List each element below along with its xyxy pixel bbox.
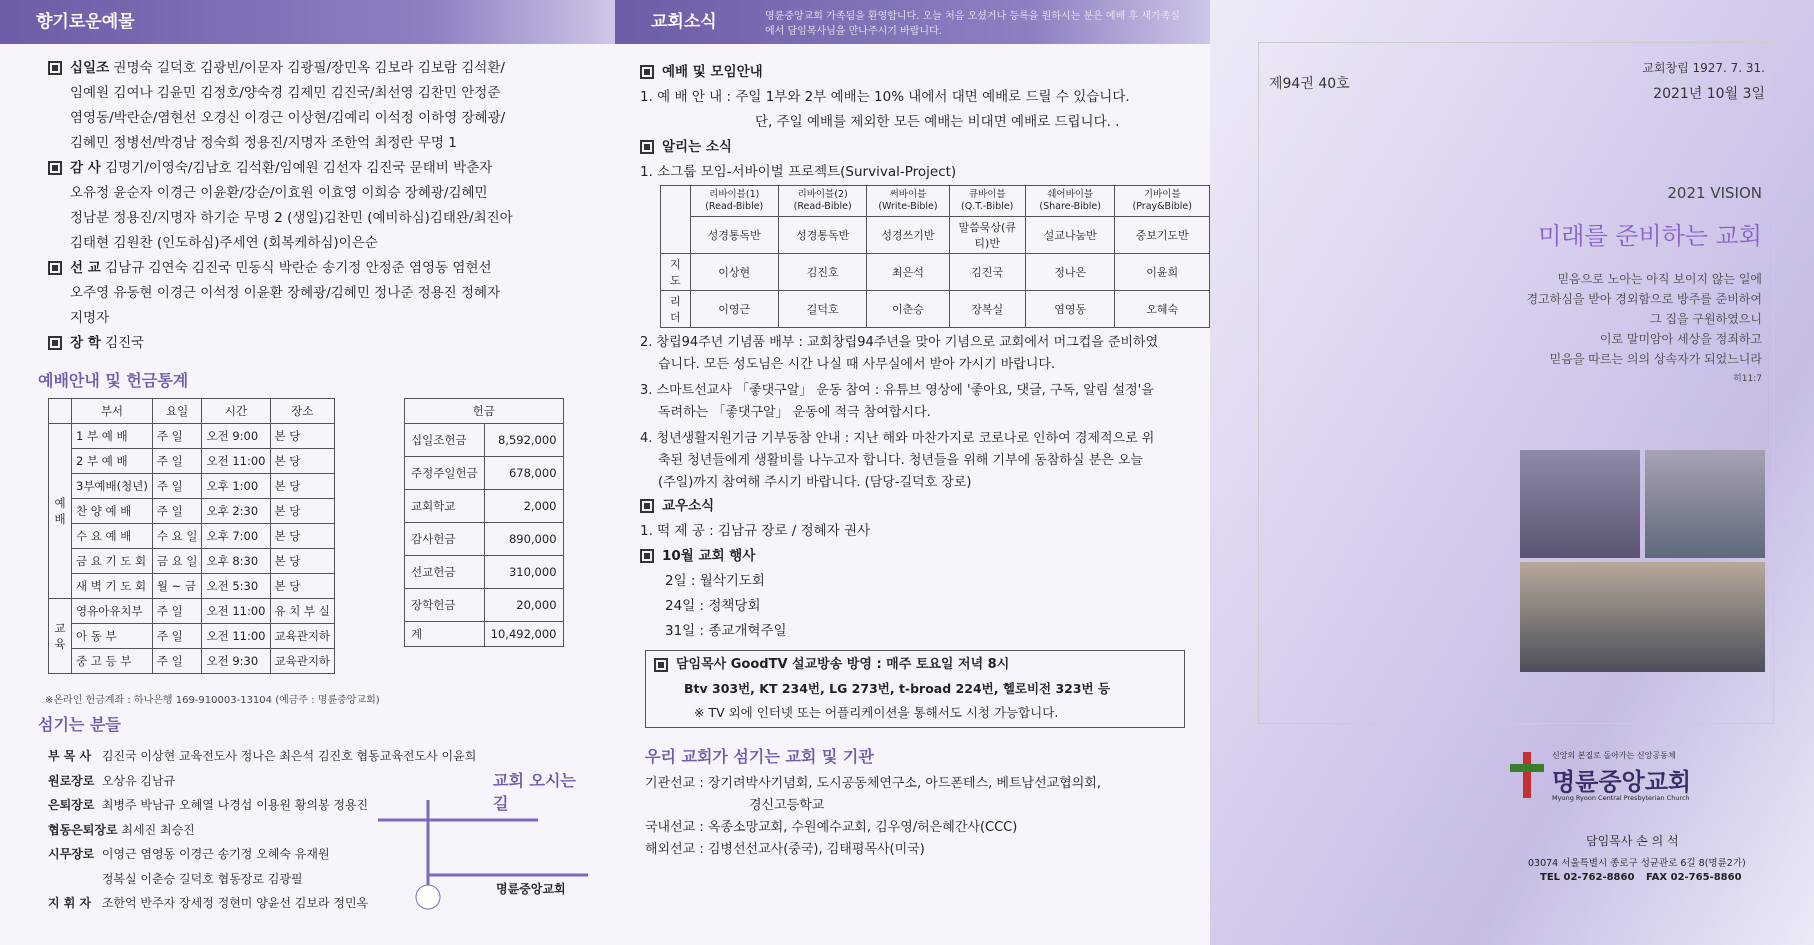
- names: 정남분 정용진/지명자 하기순 무명 2 (생일)김찬민 (예비하심)김태완/최진아: [70, 210, 513, 226]
- offering-amount: 678,000: [484, 457, 563, 490]
- table-cell: 길덕호: [778, 291, 866, 328]
- table-row: [49, 524, 335, 549]
- staff-names: 최병주 박남규 오혜열 나경섭 이용원 황의봉 정용진: [101, 798, 369, 812]
- table-row: [405, 523, 564, 556]
- table-cell: 정나은: [1025, 254, 1115, 291]
- staff-row: [48, 744, 476, 769]
- table-cell: 오후 1:00: [202, 474, 270, 499]
- support-item: 경신고등학교: [749, 798, 825, 813]
- table-cell: 유 치 부 실: [270, 599, 335, 624]
- table-cell: 1 부 예 배: [72, 424, 153, 449]
- support-item: 기관선교 : 장기려박사기념회, 도시공동체연구소, 아드폰테스, 베트남선교협의회,: [645, 776, 1101, 791]
- table-cell: 수 요 일: [152, 524, 202, 549]
- service-header: 시간: [202, 399, 270, 424]
- table-cell: 찬 양 예 배: [72, 499, 153, 524]
- project-name: 설교나눔반: [1025, 217, 1115, 254]
- notice-item: 3. 스마트선교사 「좋댓구알」 운동 참여 : 유튜브 영상에 '좋아요, 댓글, 구독, 알림 설정'을 독려하는 「좋댓구알」 운동에 적극 참여합시다.: [640, 383, 1154, 420]
- tel: TEL 02-762-8860: [1540, 872, 1635, 883]
- project-col: 리바이블(2) (Read-Bible): [778, 186, 866, 217]
- names: 권명숙 길덕호 김광빈/이문자 김광필/장민옥 김보라 김보람 김석환/: [113, 60, 505, 76]
- table-cell: 오후 8:30: [202, 549, 270, 574]
- project-col: 큐바이블 (Q.T.-Bible): [949, 186, 1025, 217]
- verse-line: 그 집을 구원하였으니: [1650, 312, 1762, 326]
- pastor-name: 담임목사 손 의 석: [1586, 834, 1679, 848]
- offering-amount: 2,000: [484, 490, 563, 523]
- project-name: 중보기도반: [1115, 217, 1210, 254]
- table-cell: 교육관지하: [270, 649, 335, 674]
- event-item: 31일 : 종교개혁주일: [665, 623, 787, 639]
- table-row: [49, 649, 335, 674]
- table-row: [49, 624, 335, 649]
- table-cell: 본 당: [270, 549, 335, 574]
- vision-block: [1526, 184, 1762, 389]
- staff-role: 은퇴장로: [48, 798, 95, 812]
- section-title: 예배 및 모임안내: [640, 60, 1210, 85]
- text-line: 단, 주일 예배를 제외한 모든 예배는 비대면 예배로 드립니다. .: [755, 114, 1120, 130]
- names: 김남규 김연숙 김진국 민동식 박란순 송기정 안정준 염영동 염현선: [105, 260, 492, 276]
- offering-line: [0, 181, 615, 206]
- verse-line: 믿음을 따르는 의의 상속자가 되었느니라: [1549, 352, 1762, 366]
- table-cell: 오혜숙: [1115, 291, 1210, 328]
- offering-group: [0, 331, 615, 356]
- verse-line: 믿음으로 노아는 아직 보이지 않는 일에: [1557, 272, 1762, 286]
- offering-header: 헌금: [405, 399, 564, 424]
- project-name: 성경쓰기반: [867, 217, 949, 254]
- offerings-header: 향기로운예물: [0, 0, 615, 44]
- offering-amount: 10,492,000: [484, 622, 563, 647]
- offering-line: [0, 206, 615, 231]
- offering-name: 교회학교: [405, 490, 485, 523]
- section-title: 10월 교회 행사: [640, 544, 1210, 569]
- table-cell: 주 일: [152, 599, 202, 624]
- event-list: [615, 569, 1210, 644]
- photo-congregation: [1645, 450, 1765, 558]
- bullet-icon: [48, 336, 62, 350]
- table-row: [405, 556, 564, 589]
- support-item: 국내선교 : 옥종소망교회, 수원예수교회, 김우영/허은혜간사(CCC): [645, 820, 1018, 835]
- offering-line: [0, 306, 615, 331]
- table-cell: 오전 11:00: [202, 624, 270, 649]
- names: 염영동/박란순/염현선 오경신 이경근 이상현/김예리 이석정 이하영 장혜광/: [70, 110, 506, 126]
- table-cell: 2 부 예 배: [72, 449, 153, 474]
- offering-name: 장학헌금: [405, 589, 485, 622]
- event-item: 2일 : 월삭기도회: [665, 573, 765, 589]
- names: 김혜민 정병선/박경남 정숙희 정용진/지명자 조한억 최정란 무명 1: [70, 135, 457, 151]
- group-label: 장 학: [70, 335, 101, 351]
- table-cell: 주 일: [152, 649, 202, 674]
- group-label: 선 교: [70, 260, 101, 276]
- table-cell: 장복실: [949, 291, 1025, 328]
- table-cell: 월 ~ 금: [152, 574, 202, 599]
- offering-line: [0, 231, 615, 256]
- table-row: [405, 424, 564, 457]
- table-cell: 본 당: [270, 574, 335, 599]
- category-cell: 교육: [49, 599, 72, 674]
- offering-amount: 310,000: [484, 556, 563, 589]
- cover-panel: [1210, 0, 1814, 945]
- project-table: [660, 185, 1210, 328]
- table-row: [49, 599, 335, 624]
- offering-line: [0, 106, 615, 131]
- offering-amount: 20,000: [484, 589, 563, 622]
- table-cell: 오후 2:30: [202, 499, 270, 524]
- notice-items: [615, 332, 1160, 494]
- table-cell: 본 당: [270, 424, 335, 449]
- table-row: [49, 499, 335, 524]
- vision-title: 미래를 준비하는 교회: [1538, 222, 1762, 250]
- staff-role: 협동은퇴장로: [48, 822, 118, 837]
- names: 오유정 윤순자 이경근 이윤환/강순/이효원 이효영 이희승 장혜광/김혜민: [70, 185, 488, 201]
- staff-names: 조한억 반주자 장세정 정현미 양윤선 김보라 정민옥: [101, 896, 369, 910]
- offering-group: [0, 56, 615, 156]
- table-cell: 교육관지하: [270, 624, 335, 649]
- event-item: 24일 : 정책당회: [665, 598, 761, 614]
- verse-line: 이로 말미암아 세상을 정죄하고: [1599, 332, 1762, 346]
- table-cell: 오전 5:30: [202, 574, 270, 599]
- names: 지명자: [70, 310, 110, 326]
- project-col: 리바이블(1) (Read-Bible): [690, 186, 778, 217]
- names: 오주영 유동현 이경근 이석정 이윤환 장혜광/김혜민 정나준 정용진 정혜자: [70, 285, 501, 301]
- notice-item: 4. 청년생활지원기금 기부동참 안내 : 지난 해와 마찬가지로 코로나로 인하여 경제적으로 위축된 청년들에게 생활비를 나누고자 합니다. 청년들을 위해 기부에 동참하실 분은 오늘(주일)까지 참여해 주시기 바랍니다. (담당-길덕호 장로): [640, 431, 1155, 490]
- offering-group: [0, 156, 615, 256]
- offering-line: [0, 331, 615, 356]
- table-row: [49, 424, 335, 449]
- goodtv-note: ※ TV 외에 인터넷 또는 어플리케이션을 통해서도 시청 가능합니다.: [694, 705, 1059, 720]
- staff-title: 섬기는 분들: [38, 715, 121, 734]
- offering-line: [0, 131, 615, 156]
- fax: FAX 02-765-8860: [1646, 872, 1742, 883]
- offering-amount: 890,000: [484, 523, 563, 556]
- table-cell: 영유아유치부: [72, 599, 153, 624]
- verse-line: 경고하심을 받아 경외함으로 방주를 준비하여: [1526, 292, 1762, 306]
- names: 임예원 김여나 김윤민 김정호/양숙경 김제민 김진국/최선영 김찬민 안정준: [70, 85, 501, 101]
- news-content: [615, 60, 1210, 861]
- table-cell: 본 당: [270, 474, 335, 499]
- project-col: 쉐어바이블 (Share-Bible): [1025, 186, 1115, 217]
- news-header: 교회소식 명륜중앙교회 가족됨을 환영합니다. 오늘 처음 오셨거나 등록을 원하시는 분은 예배 후 새가족실에서 담임목사님을 만나주시기 바랍니다.: [615, 0, 1210, 44]
- scripture-verse: [1526, 269, 1762, 389]
- project-col: 기바이블 (Pray&Bible): [1115, 186, 1210, 217]
- offering-name: 계: [405, 622, 485, 647]
- service-header: 부서: [72, 399, 153, 424]
- service-header: 요일: [152, 399, 202, 424]
- photo-group: [1520, 450, 1770, 675]
- project-name: 성경통독반: [690, 217, 778, 254]
- table-cell: 오전 9:30: [202, 649, 270, 674]
- section-title: 교우소식: [640, 494, 1210, 519]
- table-cell: 최은석: [867, 254, 949, 291]
- staff-names: 최세진 최승진: [121, 822, 195, 837]
- table-cell: 김진국: [949, 254, 1025, 291]
- church-name: 명륜중앙교회: [1552, 768, 1692, 796]
- staff-names: 정복실 이춘승 길덕호 협동장로 김광필: [101, 871, 303, 886]
- volume: 제94권 40호: [1269, 76, 1350, 92]
- support-list: [615, 773, 1210, 861]
- table-cell: 3부예배(청년): [72, 474, 153, 499]
- offering-name: 십일조헌금: [405, 424, 485, 457]
- account-note: ※온라인 헌금계좌 : 하나은행 169-910003-13104 (예금주 : 명륜중앙교회): [45, 695, 380, 706]
- staff-names: 이영근 염영동 이경근 송기정 오혜숙 유재원: [101, 847, 330, 861]
- staff-role: 지 휘 자: [48, 896, 92, 910]
- offering-name: 감사헌금: [405, 523, 485, 556]
- welcome-note: 명륜중앙교회 가족됨을 환영합니다. 오늘 처음 오셨거나 등록을 원하시는 분은 예배 후 새가족실에서 담임목사님을 만나주시기 바랍니다.: [765, 11, 1180, 37]
- goodtv-channels: Btv 303번, KT 234번, LG 273번, t-broad 224번, 헬로비전 323번 등: [684, 681, 1111, 696]
- table-cell: 본 당: [270, 499, 335, 524]
- bullet-icon: [48, 161, 62, 175]
- table-cell: 본 당: [270, 449, 335, 474]
- table-row: [49, 474, 335, 499]
- table-row: [49, 449, 335, 474]
- table-cell: 본 당: [270, 524, 335, 549]
- goodtv-box: [645, 650, 1185, 728]
- table-cell: 주 일: [152, 449, 202, 474]
- offering-line: [0, 256, 615, 281]
- project-name: 성경통독반: [778, 217, 866, 254]
- table-cell: 이윤희: [1115, 254, 1210, 291]
- bullet-icon: [48, 261, 62, 275]
- project-col: 써바이블 (Write-Bible): [867, 186, 949, 217]
- table-cell: 주 일: [152, 474, 202, 499]
- table-cell: 금 요 기 도 회: [72, 549, 153, 574]
- table-row: [405, 490, 564, 523]
- service-title: 예배안내 및 헌금통계: [38, 371, 189, 390]
- table-cell: 리더: [661, 291, 691, 328]
- table-cell: 이상현: [690, 254, 778, 291]
- project-name: 말씀묵상(큐티)반: [949, 217, 1025, 254]
- table-row: [405, 589, 564, 622]
- names: 김진국: [105, 335, 145, 351]
- staff-names: 오상유 김남규: [101, 773, 176, 788]
- support-title: 우리 교회가 섬기는 교회 및 기관: [645, 747, 874, 766]
- table-cell: 오전 11:00: [202, 449, 270, 474]
- staff-names: 김진국 이상현 교육전도사 정나은 최은석 김진호 협동교육전도사 이윤희: [101, 749, 477, 763]
- offering-line: [0, 56, 615, 81]
- offering-name: 주정주일헌금: [405, 457, 485, 490]
- table-row: [405, 457, 564, 490]
- offering-line: [0, 156, 615, 181]
- group-label: 감 사: [70, 160, 101, 176]
- table-row: [661, 291, 1210, 328]
- middle-panel: [615, 0, 1210, 945]
- table-cell: 오후 7:00: [202, 524, 270, 549]
- staff-role: 시무장로: [48, 847, 95, 861]
- staff-role: 부 목 사: [48, 749, 92, 763]
- offering-group: [0, 256, 615, 331]
- table-cell: 금 요 일: [152, 549, 202, 574]
- table-cell: 수 요 예 배: [72, 524, 153, 549]
- table-cell: 오전 9:00: [202, 424, 270, 449]
- offering-line: [0, 281, 615, 306]
- notice-item: 2. 창립94주년 기념품 배부 : 교회창립94주년을 맞아 기념으로 교회에서 머그컵을 준비하였습니다. 모든 성도님은 시간 나실 때 사무실에서 받아 가시기 바랍니다.: [640, 335, 1159, 372]
- names: 김태현 김원찬 (인도하심)주세연 (회복케하심)이은순: [70, 235, 378, 251]
- verse-line: 히11:7: [1733, 374, 1762, 384]
- service-table: [48, 398, 335, 674]
- church-slogan: 신앙의 본질로 돌아가는 신앙공동체: [1552, 751, 1676, 760]
- table-cell: 이영근: [690, 291, 778, 328]
- staff-role: 원로장로: [48, 773, 95, 788]
- offering-name: 선교헌금: [405, 556, 485, 589]
- text-line: 1. 소그룹 모임-서바이벌 프로젝트(Survival-Project): [640, 164, 957, 180]
- names: 김명기/이영숙/김남호 김석환/임예원 김선자 김진국 문태비 박춘자: [105, 160, 493, 176]
- support-item: 해외선교 : 김병선선교사(중국), 김태평목사(미국): [645, 842, 925, 857]
- category-cell: 예배: [49, 424, 72, 599]
- cross-icon: [1510, 752, 1544, 798]
- text-line: 1. 떡 제 공 : 김남규 장로 / 정혜자 권사: [640, 523, 871, 539]
- section-title: 알리는 소식: [640, 135, 1210, 160]
- table-row: [49, 549, 335, 574]
- goodtv-title: 담임목사 GoodTV 설교방송 방영 : 매주 토요일 저녁 8시: [654, 653, 1176, 677]
- table-cell: 오전 11:00: [202, 599, 270, 624]
- service-header: 장소: [270, 399, 335, 424]
- table-cell: 이춘승: [867, 291, 949, 328]
- offering-table: [404, 398, 564, 647]
- table-cell: 새 벽 기 도 회: [72, 574, 153, 599]
- table-cell: 주 일: [152, 624, 202, 649]
- photo-pastor: [1520, 450, 1640, 558]
- table-row: [405, 622, 564, 647]
- table-cell: 지도: [661, 254, 691, 291]
- church-en: Myung Ryoon Central Presbyterian Church: [1552, 794, 1690, 802]
- table-row: [661, 254, 1210, 291]
- photo-sanctuary: [1520, 562, 1765, 672]
- map-title: 교회 오시는 길: [493, 771, 576, 813]
- map-church-label: 명륜중앙교회: [496, 882, 566, 896]
- vision-year: 2021 VISION: [1667, 184, 1762, 202]
- left-panel: [0, 0, 615, 945]
- bullet-icon: [48, 61, 62, 75]
- table-cell: 김진호: [778, 254, 866, 291]
- table-cell: 중 고 등 부: [72, 649, 153, 674]
- address: 03074 서울특별시 종로구 성균관로 6길 8(명륜2가): [1528, 858, 1746, 869]
- offering-line: [0, 81, 615, 106]
- table-row: [49, 574, 335, 599]
- table-cell: 염영동: [1025, 291, 1115, 328]
- text-line: 1. 예 배 안 내 : 주일 1부와 2부 예배는 10% 내에서 대면 예배로 드릴 수 있습니다.: [640, 89, 1130, 105]
- table-cell: 아 동 부: [72, 624, 153, 649]
- offering-groups: [0, 56, 615, 356]
- offering-amount: 8,592,000: [484, 424, 563, 457]
- table-cell: 주 일: [152, 499, 202, 524]
- church-map: [378, 771, 593, 910]
- bulletin-date: 2021년 10월 3일: [1653, 86, 1765, 102]
- group-label: 십일조: [70, 60, 110, 76]
- founded: 교회창립 1927. 7. 31.: [1642, 61, 1765, 75]
- table-cell: 주 일: [152, 424, 202, 449]
